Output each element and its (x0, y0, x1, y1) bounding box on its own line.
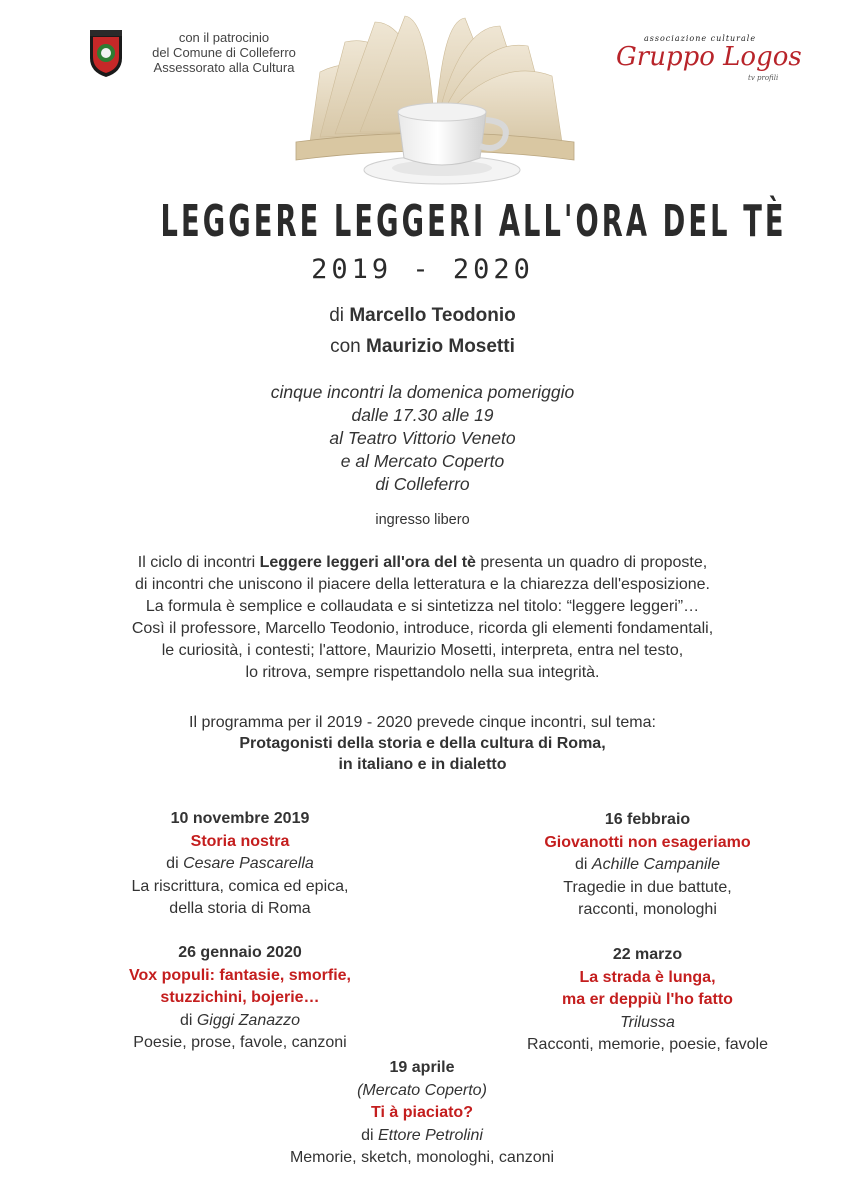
event-author-prefix: di (575, 856, 592, 873)
schedule-line: e al Mercato Coperto (340, 451, 505, 471)
event-description: Poesie, prose, favole, canzoni (133, 1034, 347, 1051)
event-author-line (222, 1125, 622, 1148)
event-author-prefix: di (166, 855, 184, 872)
description-text: presenta un quadro di proposte, (475, 554, 708, 571)
event-title: Ti à piaciato? (371, 1104, 473, 1121)
event-venue (222, 1080, 622, 1103)
description-line: di incontri che uniscono il piacere della letteratura e la chiarezza dell'esposizione. (135, 576, 710, 593)
event-card (222, 1057, 622, 1170)
event-author-line (55, 853, 425, 876)
gruppo-logos-logo (610, 28, 802, 84)
season-years: 2019 - 2020 (311, 254, 534, 285)
description-line: La formula è semplice e collaudata e si sintetizza nel titolo: “leggere leggeri”… (145, 598, 700, 615)
performer-name: Maurizio Mosetti (366, 336, 515, 357)
author-prefix: di (329, 305, 345, 326)
event-description: Tragedie in due battute, (563, 878, 732, 896)
event-date: 19 aprile (389, 1059, 455, 1076)
event-author: Achille Campanile (591, 856, 720, 873)
performer-prefix: con (330, 336, 361, 357)
event-author: Ettore Petrolini (377, 1126, 483, 1144)
schedule-info (0, 381, 845, 496)
logo-bottom-text: tv profili (748, 74, 779, 82)
event-author-line (470, 1012, 825, 1035)
description-line: le curiosità, i contesti; l'attore, Maurizio Mosetti, interpreta, entra nel testo, (161, 642, 684, 659)
event-author-prefix: di (361, 1126, 378, 1144)
event-title: ma er deppiù l'ho fatto (562, 991, 733, 1008)
author-name: Marcello Teodonio (349, 305, 516, 326)
event-author-prefix: di (179, 1011, 197, 1029)
event-card (470, 809, 825, 922)
event-title: stuzzichini, bojerie… (160, 989, 320, 1006)
schedule-line: al Teatro Vittorio Veneto (329, 428, 516, 448)
programme-theme-line: in italiano e in dialetto (338, 756, 507, 773)
programme-intro (0, 712, 845, 775)
patronage-text (134, 30, 314, 75)
event-description: Memorie, sketch, monologhi, canzoni (289, 1149, 555, 1166)
event-author-line (55, 1010, 425, 1033)
event-author: Giggi Zanazzo (196, 1011, 301, 1029)
event-venue-text: (Mercato Coperto) (357, 1081, 487, 1099)
event-card (470, 944, 825, 1057)
event-card (55, 808, 425, 921)
description-paragraph (0, 552, 845, 684)
event-title: La strada è lunga, (579, 968, 716, 986)
description-line: lo ritrova, sempre rispettandolo nella sua integrità. (245, 664, 600, 681)
patronage-line: con il patrocinio (178, 30, 270, 45)
event-title: Storia nostra (190, 832, 290, 850)
event-title: Vox populi: fantasie, smorfie, (129, 966, 351, 984)
event-author: Cesare Pascarella (183, 855, 314, 872)
schedule-line: di Colleferro (375, 474, 470, 494)
schedule-line: cinque incontri la domenica pomeriggio (270, 382, 575, 402)
book-and-teacup-image (290, 12, 580, 190)
patronage-line: del Comune di Colleferro (152, 45, 296, 60)
description-text: Il ciclo di incontri (137, 554, 260, 571)
event-description: racconti, monologhi (578, 901, 717, 918)
author-line (0, 305, 845, 327)
logo-top-text: associazione culturale (644, 34, 757, 43)
event-date: 22 marzo (612, 946, 683, 963)
schedule-line: dalle 17.30 alle 19 (351, 405, 494, 425)
entry-note: ingresso libero (375, 512, 470, 528)
performer-line (0, 336, 845, 358)
event-author: Trilussa (620, 1013, 675, 1031)
event-card (55, 942, 425, 1055)
logo-name: Gruppo Logos (616, 42, 802, 72)
programme-intro-line: Il programma per il 2019 - 2020 prevede cinque incontri, sul tema: (189, 714, 656, 731)
patronage-line: Assessorato alla Cultura (153, 60, 295, 75)
event-description: Racconti, memorie, poesie, favole (527, 1036, 768, 1053)
programme-theme-line: Protagonisti della storia e della cultura di Roma, (239, 735, 606, 752)
colleferro-crest-logo (88, 28, 124, 78)
description-line: Così il professore, Marcello Teodonio, introduce, ricorda gli elementi fondamentali, (131, 620, 714, 637)
event-description: della storia di Roma (169, 900, 311, 917)
event-date: 10 novembre 2019 (170, 810, 310, 827)
event-title: Giovanotti non esageriamo (544, 833, 751, 851)
event-date: 16 febbraio (604, 811, 691, 828)
description-line (0, 552, 845, 574)
event-description: La riscrittura, comica ed epica, (131, 877, 349, 895)
event-author-line (470, 854, 825, 877)
page-title: LEGGERE LEGGERI ALL'ORA DEL TÈ (160, 196, 787, 247)
description-title: Leggere leggeri all'ora del tè (259, 554, 476, 571)
event-date: 26 gennaio 2020 (178, 944, 302, 961)
